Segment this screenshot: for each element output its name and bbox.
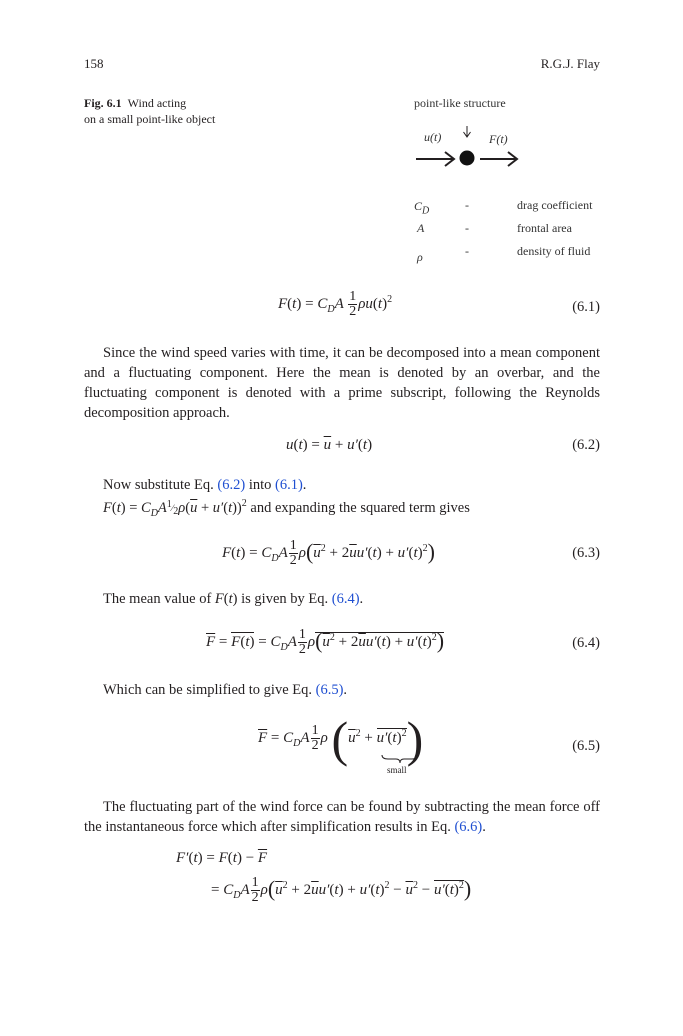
- paragraph-fluctuating: The fluctuating part of the wind force can be found by subtracting the mean force off the instantaneous force which after simplification results in Eq. (6.6).: [84, 799, 600, 835]
- legend-meaning-rho: density of fluid: [517, 244, 591, 258]
- figure-label: Fig. 6.1: [84, 96, 122, 110]
- page-number: 158: [84, 56, 104, 71]
- figure-caption: [84, 95, 215, 127]
- legend-meaning-a: frontal area: [517, 221, 572, 235]
- legend-meaning-cd: drag coefficient: [517, 198, 593, 212]
- equation-number-6-2: (6.2): [572, 437, 600, 453]
- equation-number-6-5: (6.5): [572, 738, 600, 754]
- right-arrow-icon: [480, 152, 517, 166]
- legend-row-a: A: [417, 221, 425, 235]
- underbrace-label: small: [387, 765, 407, 775]
- legend-row-rho: ρ: [417, 250, 423, 264]
- caption-line1: Wind acting: [127, 96, 187, 110]
- f-label: F(t): [489, 132, 508, 146]
- legend-row-cd: $C_D$: [414, 199, 430, 217]
- running-header-author: R.G.J. Flay: [540, 56, 600, 71]
- legend-dash-cd: -: [465, 198, 469, 212]
- equation-6-4: $\overline{F} = F(t) = C_DA$ $\frac{1}{2}$ $\rho(\overline{u}^2 + 2\overline{u}u'(t) + u'(t)^2)$: [206, 627, 445, 658]
- figure-title: point-like structure: [414, 96, 506, 110]
- equation-6-5: $\overline{F} = C_DA$ $\frac{1}{2}$ ρ $(\overline{u}^2 + u'(t)^2)$: [258, 710, 424, 767]
- legend-dash-a: -: [465, 221, 469, 235]
- equation-6-2: $u(t) = \overline{u} + u'(t)$: [286, 437, 373, 453]
- caption-line2: on a small point-like object: [84, 112, 216, 126]
- equation-6-3: $F(t) = C_DA$ $\frac{1}{2}$ $\rho(\overline{u}^2 + 2\overline{u}u'(t) + u'(t)^2)$: [222, 538, 435, 569]
- paragraph-simplified: Which can be simplified to give Eq. (6.5).: [103, 682, 348, 698]
- legend-dash-rho: -: [465, 244, 469, 258]
- link-eq-6-6[interactable]: (6.6): [454, 819, 483, 835]
- u-label: u(t): [424, 130, 442, 144]
- equation-6-6-line2: = $C_DA$ $\frac{1}{2}$ $\rho(\overline{u}^2 + 2\overline{u}u'(t) + u'(t)^2 - \overline{u}^2 - u'(t)^2)$: [211, 875, 472, 906]
- paragraph-mean-value: The mean value of F(t) is given by Eq. (6.4).: [103, 591, 364, 607]
- equation-number-6-1: (6.1): [572, 299, 600, 315]
- link-eq-6-2[interactable]: (6.2): [217, 477, 246, 493]
- equation-number-6-3: (6.3): [572, 545, 600, 561]
- paragraph-substitute: Now substitute Eq. (6.2) into (6.1).: [103, 477, 307, 493]
- equation-number-6-4: (6.4): [572, 635, 600, 651]
- equation-6-1: $F(t) = C_DA$ $\frac{1}{2}$ $\rho u(t)^2$: [278, 289, 393, 319]
- equation-6-6-line1: $F'(t) = F(t) - \overline{F}$: [176, 850, 268, 866]
- point-object-icon: [460, 151, 475, 166]
- left-arrow-icon: [416, 152, 454, 166]
- figure-diagram: [410, 120, 530, 180]
- paragraph-reynolds: Since the wind speed varies with time, it can be decomposed into a mean component and a fluctuating component. Here the mean is denoted by an overbar, and the fluctuating component is denoted with a prime subscript, following the Reynolds decomposition approach.: [84, 345, 600, 421]
- link-eq-6-4[interactable]: (6.4): [331, 591, 360, 607]
- link-eq-6-1[interactable]: (6.1): [275, 477, 303, 493]
- paragraph-expanding: $F(t) = C_DA^1⁄_2\rho(\overline{u} + u'(t))^2$ and expanding the squared term gives: [103, 498, 470, 519]
- link-eq-6-5[interactable]: (6.5): [315, 682, 344, 698]
